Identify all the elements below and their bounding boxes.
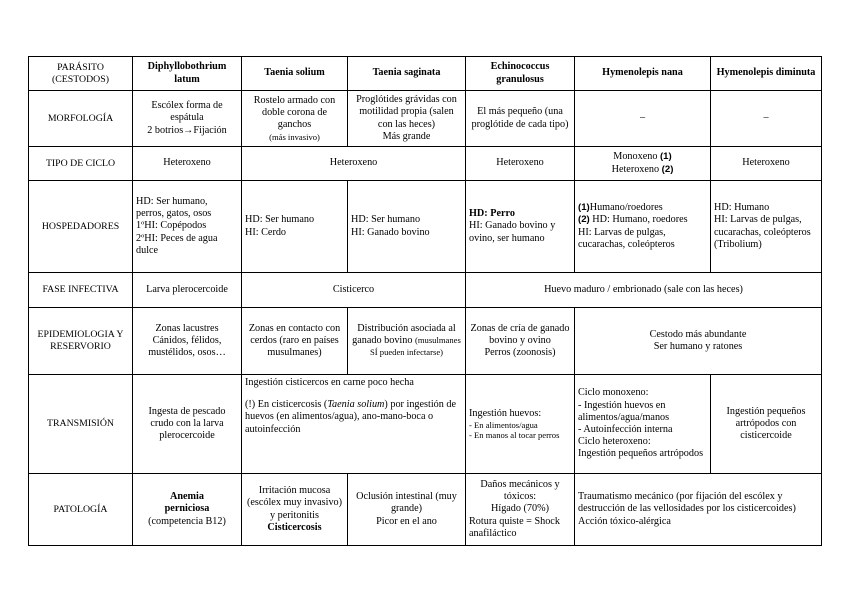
header-taenia-solium: Taenia solium [242, 57, 348, 91]
text: Zonas lacustres [155, 322, 219, 334]
text: Monoxeno [613, 151, 660, 163]
row-fase-infectiva [29, 273, 822, 308]
text: HI: Ganado bovino [351, 226, 430, 238]
text: Heteroxeno [611, 163, 662, 175]
text: (más invasivo) [269, 131, 320, 142]
cell-epi-ts: Zonas en contacto con cerdos (raro en países musulmanes) [242, 308, 348, 375]
label-ciclo: TIPO DE CICLO [29, 147, 133, 181]
text: HD: Ser humano [351, 214, 421, 226]
cell-morf-ts [242, 91, 348, 147]
text: (!) En cisticercosis ( [245, 399, 328, 411]
text: (musulmanes SÍ pueden infectarse) [369, 334, 461, 358]
cell-pato-tsa [348, 474, 466, 546]
cell-morf-hd: – [711, 91, 822, 147]
row-hospedadores [29, 181, 822, 273]
text: HD: Humano, roedores [589, 214, 688, 226]
text: HD: Ser humano [245, 214, 315, 226]
cell-hosp-eg [466, 181, 575, 273]
cell-morf-eg: El más pequeño (una proglótide de cada tipo) [466, 91, 575, 147]
text: - Ingestión huevos en alimentos/agua/manos [578, 399, 670, 423]
text: - En manos al tocar perros [469, 430, 560, 441]
cestodes-table [28, 56, 822, 546]
cell-fase-eg-hd: Huevo maduro / embrionado (sale con las heces) [466, 273, 822, 308]
cell-epi-dl [133, 308, 242, 375]
text: Hígado (70%) [491, 503, 549, 515]
label-epidemiologia: EPIDEMIOLOGIA Y RESERVORIO [29, 308, 133, 375]
cell-morf-dl [133, 91, 242, 147]
cell-fase-dl: Larva plerocercoide [133, 273, 242, 308]
cell-hosp-dl [133, 181, 242, 273]
row-transmision [29, 375, 822, 474]
label-morfologia: MORFOLOGÍA [29, 91, 133, 147]
text: - En alimentos/agua [469, 419, 538, 430]
cell-ciclo-eg: Heteroxeno [466, 147, 575, 181]
row-epidemiologia [29, 308, 822, 375]
label-patologia: PATOLOGÍA [29, 474, 133, 546]
text: Humano/roedores [589, 202, 663, 214]
cell-hosp-tsa [348, 181, 466, 273]
cell-trans-hd: Ingestión pequeños artrópodos con cisticercoide [711, 375, 822, 474]
text: Anemia [170, 491, 204, 503]
cell-ciclo-ts-tsa: Heteroxeno [242, 147, 466, 181]
text: Daños mecánicos y tóxicos: [480, 478, 560, 503]
text: Cestodo más abundante [649, 328, 747, 340]
text: Oclusión intestinal (muy grande) [356, 491, 457, 515]
text: 1ºHI: Copépodos [136, 220, 207, 232]
text: Escólex forma de espátula [151, 100, 223, 124]
cell-hosp-ts [242, 181, 348, 273]
header-diphyllobothrium: Diphyllobothrium latum [133, 57, 242, 91]
text: HD: Humano [714, 202, 770, 214]
text: Perros (zoonosis) [484, 347, 556, 359]
text [578, 164, 707, 176]
text: HI: Ganado bovino y ovino, ser humano [469, 220, 556, 244]
text: Ingestión huevos: [469, 407, 542, 419]
row-ciclo [29, 147, 822, 181]
cell-trans-dl: Ingesta de pescado crudo con la larva plerocercoide [133, 375, 242, 474]
text: (2) [661, 163, 674, 175]
text [578, 202, 707, 214]
header-hymenolepis-diminuta: Hymenolepis diminuta [711, 57, 822, 91]
text: Más grande [382, 130, 431, 142]
text: HI: Larvas de pulgas, cucarachas, coleópteros (Tribolium) [714, 214, 811, 250]
cell-trans-eg [466, 375, 575, 474]
label-fase: FASE INFECTIVA [29, 273, 133, 308]
header-echinococcus: Echinococcus granulosus [466, 57, 575, 91]
text: Irritación mucosa (escólex muy invasivo) y peritonitis [246, 485, 343, 521]
text: Picor en el ano [376, 515, 437, 527]
text: Ingestión cisticercos en carne poco hecha [245, 377, 414, 388]
text: (2) [578, 214, 590, 226]
text: HD: Ser humano, [136, 195, 208, 207]
text [578, 151, 707, 163]
row-patologia [29, 474, 822, 546]
text: HD: Perro [469, 208, 515, 220]
cell-epi-eg [466, 308, 575, 375]
text: Rostelo armado con doble corona de ganchos [253, 94, 336, 131]
cell-pato-hn-hd [575, 474, 822, 546]
cell-pato-ts [242, 474, 348, 546]
cell-morf-tsa [348, 91, 466, 147]
text: Rotura quiste = Shock anafiláctico [469, 515, 560, 539]
text: (competencia B12) [148, 515, 226, 527]
text: Ciclo heteroxeno: [578, 436, 651, 448]
cell-trans-hn [575, 375, 711, 474]
text: Ser humano y ratones [653, 341, 743, 352]
text: perniciosa [164, 503, 210, 515]
cell-ciclo-dl: Heteroxeno [133, 147, 242, 181]
cell-epi-hn-hd [575, 308, 822, 375]
cell-hosp-hd [711, 181, 822, 273]
header-parasito: PARÁSITO (CESTODOS) [29, 57, 133, 91]
cell-epi-tsa [348, 308, 466, 375]
text [245, 399, 462, 436]
text: Distribución asociada al ganado bovino [352, 322, 456, 346]
text: Cánidos, félidos, mustélidos, osos… [148, 334, 226, 359]
cell-trans-ts-tsa [242, 375, 466, 474]
cell-fase-ts-tsa: Cisticerco [242, 273, 466, 308]
cell-ciclo-hd: Heteroxeno [711, 147, 822, 181]
text: Traumatismo mecánico (por fijación del escólex y destrucción de las vellosidades por los cisticercoides) [578, 491, 796, 515]
text: HI: Cerdo [245, 226, 287, 238]
text: Cisticercosis [267, 521, 322, 533]
text: ) por ingestión de huevos (en alimentos/agua), ano-mano-boca o autoinfección [245, 399, 457, 435]
cell-morf-hn: – [575, 91, 711, 147]
text: Proglótides grávidas con motilidad propia (salen con las heces) [356, 94, 457, 130]
text: 2ºHI: Peces de agua dulce [136, 232, 218, 256]
text: Taenia solium [327, 399, 385, 411]
text: HI: Larvas de pulgas, cucarachas, coleópteros [578, 226, 675, 250]
header-row [29, 57, 822, 91]
cell-pato-dl [133, 474, 242, 546]
cell-ciclo-hn [575, 147, 711, 181]
text: 2 botrios→Fijación [147, 124, 227, 136]
text: (1) [578, 202, 590, 214]
text: perros, gatos, osos [136, 208, 212, 220]
text: Acción tóxico-alérgica [578, 515, 671, 527]
text [578, 214, 707, 226]
text: Ciclo monoxeno: [578, 387, 649, 399]
spacer [245, 389, 462, 399]
label-hospedadores: HOSPEDADORES [29, 181, 133, 273]
row-morfologia [29, 91, 822, 147]
header-taenia-saginata: Taenia saginata [348, 57, 466, 91]
text: Ingestión pequeños artrópodos [578, 448, 704, 460]
text: - Autoinfección interna [578, 424, 673, 435]
cell-hosp-hn [575, 181, 711, 273]
cell-pato-eg [466, 474, 575, 546]
label-transmision: TRANSMISIÓN [29, 375, 133, 474]
text: (1) [659, 151, 672, 163]
text: Zonas de cría de ganado bovino y ovino [470, 322, 570, 346]
header-hymenolepis-nana: Hymenolepis nana [575, 57, 711, 91]
